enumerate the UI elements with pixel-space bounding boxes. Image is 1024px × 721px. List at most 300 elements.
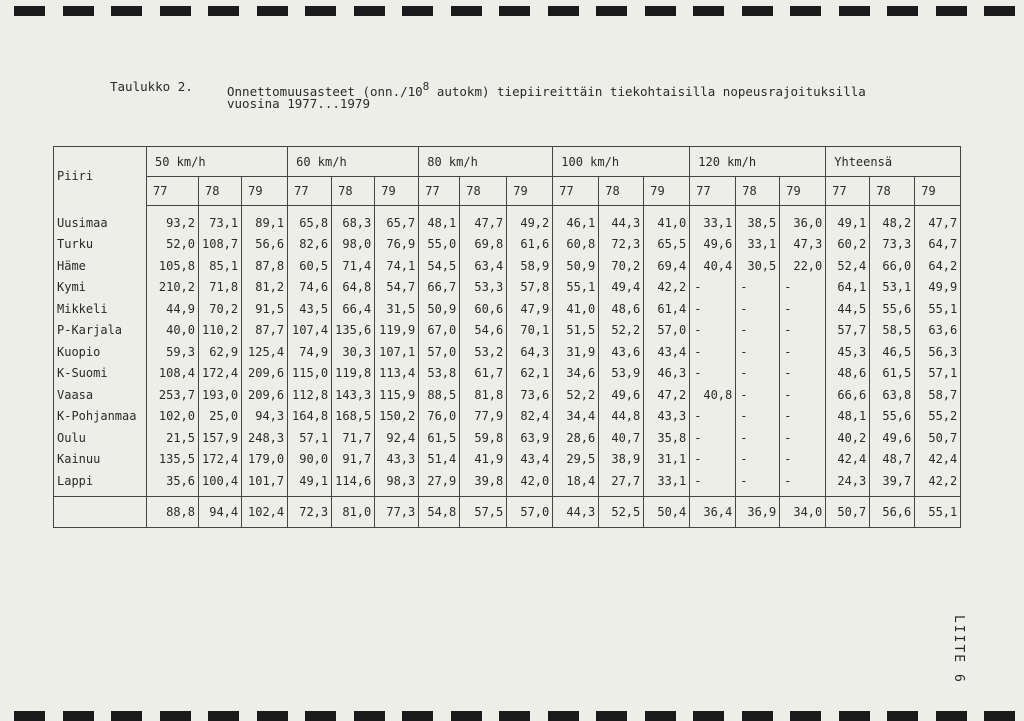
rate-cell: 46,5: [870, 341, 915, 363]
year-header: 79: [242, 177, 288, 206]
perforation-hole: [160, 6, 191, 16]
rate-cell: 47,7: [915, 206, 961, 234]
rate-cell: 48,6: [599, 298, 644, 320]
rate-cell: 28,6: [553, 427, 599, 449]
rate-cell: -: [736, 277, 780, 299]
rate-cell: 33,1: [690, 206, 736, 234]
rate-cell: 119,9: [375, 320, 419, 342]
total-cell: 72,3: [288, 496, 332, 527]
rate-cell: 114,6: [332, 470, 375, 496]
perforation-hole: [839, 711, 870, 721]
rate-cell: 34,6: [553, 363, 599, 385]
perforation-hole: [936, 6, 967, 16]
rate-cell: 125,4: [242, 341, 288, 363]
table-row: [54, 255, 961, 277]
year-header: 77: [553, 177, 599, 206]
table-body: [54, 206, 961, 528]
rate-cell: 193,0: [199, 384, 242, 406]
rate-cell: 81,8: [460, 384, 507, 406]
district-name: K-Suomi: [54, 363, 147, 385]
rate-cell: 64,8: [332, 277, 375, 299]
perforation-hole: [63, 6, 94, 16]
rate-cell: 76,9: [375, 234, 419, 256]
perforation-hole: [111, 711, 142, 721]
rate-cell: 31,5: [375, 298, 419, 320]
rate-cell: -: [690, 427, 736, 449]
rate-cell: 52,2: [599, 320, 644, 342]
speed-limit-header: 50 km/h: [147, 147, 288, 177]
perforation-hole: [548, 711, 579, 721]
rate-cell: 113,4: [375, 363, 419, 385]
perforation-hole: [305, 711, 336, 721]
rate-cell: 33,1: [736, 234, 780, 256]
rate-cell: 58,9: [507, 255, 553, 277]
year-header: 78: [199, 177, 242, 206]
rate-cell: 107,1: [375, 341, 419, 363]
rate-cell: 56,3: [915, 341, 961, 363]
rate-cell: 172,4: [199, 363, 242, 385]
table-row: [54, 206, 961, 234]
table-row: [54, 363, 961, 385]
rate-cell: 91,5: [242, 298, 288, 320]
perforation-hole: [693, 711, 724, 721]
rate-cell: 50,9: [419, 298, 460, 320]
district-name: P-Karjala: [54, 320, 147, 342]
rate-cell: 51,5: [553, 320, 599, 342]
rate-cell: 45,3: [826, 341, 870, 363]
total-cell: 88,8: [147, 496, 199, 527]
rate-cell: 65,7: [375, 206, 419, 234]
rate-cell: 100,4: [199, 470, 242, 496]
table-number: Taulukko 2.: [110, 79, 193, 94]
rate-cell: 55,2: [915, 406, 961, 428]
rate-cell: 112,8: [288, 384, 332, 406]
rate-cell: 55,6: [870, 298, 915, 320]
rate-cell: 44,9: [147, 298, 199, 320]
rate-cell: 38,9: [599, 449, 644, 471]
rate-cell: 81,2: [242, 277, 288, 299]
perforation-hole: [305, 6, 336, 16]
year-header: 79: [375, 177, 419, 206]
rate-cell: 42,4: [826, 449, 870, 471]
rate-cell: -: [690, 363, 736, 385]
rate-cell: 59,8: [460, 427, 507, 449]
rate-cell: 66,6: [826, 384, 870, 406]
rate-cell: 30,5: [736, 255, 780, 277]
rate-cell: 41,0: [553, 298, 599, 320]
accident-rate-table: [53, 146, 961, 528]
rate-cell: 64,1: [826, 277, 870, 299]
table-row: [54, 341, 961, 363]
rate-cell: 40,7: [599, 427, 644, 449]
rate-cell: 48,7: [870, 449, 915, 471]
rate-cell: 65,8: [288, 206, 332, 234]
district-name: Lappi: [54, 470, 147, 496]
rate-cell: -: [780, 320, 826, 342]
perforation-hole: [645, 711, 676, 721]
rate-cell: 63,8: [870, 384, 915, 406]
rate-cell: 70,1: [507, 320, 553, 342]
rate-cell: 55,6: [870, 406, 915, 428]
rate-cell: 41,0: [644, 206, 690, 234]
rate-cell: -: [736, 384, 780, 406]
rate-cell: 108,7: [199, 234, 242, 256]
rate-cell: 63,4: [460, 255, 507, 277]
speed-limit-header: 120 km/h: [690, 147, 826, 177]
rate-cell: -: [736, 298, 780, 320]
perforation-hole: [984, 711, 1015, 721]
rate-cell: 55,1: [915, 298, 961, 320]
year-header: 79: [507, 177, 553, 206]
year-header: 78: [460, 177, 507, 206]
rate-cell: 55,1: [553, 277, 599, 299]
rate-cell: 253,7: [147, 384, 199, 406]
perforation-hole: [14, 711, 45, 721]
table-row: [54, 277, 961, 299]
rate-cell: 73,1: [199, 206, 242, 234]
rate-cell: 71,7: [332, 427, 375, 449]
rate-cell: 94,3: [242, 406, 288, 428]
rate-cell: 50,9: [553, 255, 599, 277]
rate-cell: 47,2: [644, 384, 690, 406]
rate-cell: 70,2: [199, 298, 242, 320]
rate-cell: -: [690, 320, 736, 342]
total-cell: 36,9: [736, 496, 780, 527]
district-name: Vaasa: [54, 384, 147, 406]
perforation-hole: [208, 711, 239, 721]
rate-cell: 49,4: [599, 277, 644, 299]
rate-cell: 67,0: [419, 320, 460, 342]
rate-cell: 46,3: [644, 363, 690, 385]
rate-cell: 90,0: [288, 449, 332, 471]
rate-cell: -: [736, 320, 780, 342]
rate-cell: 60,6: [460, 298, 507, 320]
total-cell: 34,0: [780, 496, 826, 527]
rate-cell: 43,4: [507, 449, 553, 471]
perforation-hole: [936, 711, 967, 721]
total-cell: 57,0: [507, 496, 553, 527]
year-header-row: [54, 177, 961, 206]
rate-cell: 107,4: [288, 320, 332, 342]
year-header: 79: [915, 177, 961, 206]
perforation-hole: [887, 711, 918, 721]
perforation-hole: [63, 711, 94, 721]
rate-cell: -: [690, 298, 736, 320]
rate-cell: 29,5: [553, 449, 599, 471]
rate-cell: 61,6: [507, 234, 553, 256]
year-header: 78: [736, 177, 780, 206]
year-header: 79: [644, 177, 690, 206]
year-header: 77: [690, 177, 736, 206]
rate-cell: 53,2: [460, 341, 507, 363]
rate-cell: 54,7: [375, 277, 419, 299]
rate-cell: 157,9: [199, 427, 242, 449]
district-name: Uusimaa: [54, 206, 147, 234]
rate-cell: 92,4: [375, 427, 419, 449]
rate-cell: 115,9: [375, 384, 419, 406]
rate-cell: 27,7: [599, 470, 644, 496]
rate-cell: 110,2: [199, 320, 242, 342]
rate-cell: 91,7: [332, 449, 375, 471]
rate-cell: 60,2: [826, 234, 870, 256]
rate-cell: 108,4: [147, 363, 199, 385]
rate-cell: 69,4: [644, 255, 690, 277]
rate-cell: 60,5: [288, 255, 332, 277]
rate-cell: 61,4: [644, 298, 690, 320]
perforation-hole: [451, 711, 482, 721]
perforation-hole: [790, 711, 821, 721]
rate-cell: 40,2: [826, 427, 870, 449]
rate-cell: -: [736, 341, 780, 363]
perforation-hole: [111, 6, 142, 16]
rate-cell: 59,3: [147, 341, 199, 363]
rate-cell: 49,6: [870, 427, 915, 449]
table-row: [54, 384, 961, 406]
rate-cell: 63,6: [915, 320, 961, 342]
rate-cell: 74,1: [375, 255, 419, 277]
rate-cell: 62,9: [199, 341, 242, 363]
rate-cell: 38,5: [736, 206, 780, 234]
rate-cell: 44,8: [599, 406, 644, 428]
rate-cell: 31,1: [644, 449, 690, 471]
total-cell: 81,0: [332, 496, 375, 527]
rate-cell: 168,5: [332, 406, 375, 428]
rate-cell: 71,8: [199, 277, 242, 299]
rate-cell: 33,1: [644, 470, 690, 496]
rate-cell: 115,0: [288, 363, 332, 385]
rate-cell: 40,0: [147, 320, 199, 342]
rate-cell: 47,3: [780, 234, 826, 256]
rate-cell: 87,7: [242, 320, 288, 342]
rate-cell: 21,5: [147, 427, 199, 449]
speed-limit-header: 80 km/h: [419, 147, 553, 177]
rate-cell: 57,1: [915, 363, 961, 385]
rate-cell: 71,4: [332, 255, 375, 277]
rate-cell: 66,7: [419, 277, 460, 299]
rate-cell: -: [690, 406, 736, 428]
rate-cell: 88,5: [419, 384, 460, 406]
rate-cell: 43,4: [644, 341, 690, 363]
perforation-hole: [14, 6, 45, 16]
rate-cell: 50,7: [915, 427, 961, 449]
rate-cell: 93,2: [147, 206, 199, 234]
rate-cell: -: [690, 341, 736, 363]
rate-cell: 76,0: [419, 406, 460, 428]
rate-cell: -: [736, 406, 780, 428]
rate-cell: 102,0: [147, 406, 199, 428]
total-cell: 36,4: [690, 496, 736, 527]
rate-cell: 42,0: [507, 470, 553, 496]
total-cell: 54,8: [419, 496, 460, 527]
total-cell: 52,5: [599, 496, 644, 527]
rate-cell: 56,6: [242, 234, 288, 256]
total-cell: 57,5: [460, 496, 507, 527]
perforation-hole: [742, 6, 773, 16]
rate-cell: -: [780, 277, 826, 299]
perforation-hole: [887, 6, 918, 16]
speed-limit-header-row: [54, 147, 961, 177]
rate-cell: 24,3: [826, 470, 870, 496]
perforation-hole: [693, 6, 724, 16]
perforation-hole: [596, 711, 627, 721]
rate-cell: 54,5: [419, 255, 460, 277]
rate-cell: 48,2: [870, 206, 915, 234]
perforation-hole: [257, 6, 288, 16]
rate-cell: 43,3: [644, 406, 690, 428]
rate-cell: 18,4: [553, 470, 599, 496]
perforation-hole: [596, 6, 627, 16]
rate-cell: 57,0: [419, 341, 460, 363]
perforation-hole: [402, 6, 433, 16]
rate-cell: 61,7: [460, 363, 507, 385]
district-name: Kainuu: [54, 449, 147, 471]
rate-cell: 98,0: [332, 234, 375, 256]
rate-cell: 60,8: [553, 234, 599, 256]
rate-cell: 209,6: [242, 384, 288, 406]
rate-cell: 52,2: [553, 384, 599, 406]
rate-cell: 41,9: [460, 449, 507, 471]
perforation-hole: [402, 711, 433, 721]
rate-cell: 53,3: [460, 277, 507, 299]
rate-cell: 64,2: [915, 255, 961, 277]
perforation-hole: [645, 6, 676, 16]
perforation-hole: [354, 711, 385, 721]
total-cell: 44,3: [553, 496, 599, 527]
caption-line-2: vuosina 1977...1979: [227, 96, 370, 111]
year-header: 77: [147, 177, 199, 206]
speed-limit-header: 100 km/h: [553, 147, 690, 177]
rate-cell: 209,6: [242, 363, 288, 385]
rate-cell: 42,2: [915, 470, 961, 496]
rate-cell: -: [736, 449, 780, 471]
year-header: 78: [870, 177, 915, 206]
rate-cell: 35,6: [147, 470, 199, 496]
rate-cell: 49,1: [288, 470, 332, 496]
rate-cell: -: [780, 427, 826, 449]
rate-cell: 57,8: [507, 277, 553, 299]
rate-cell: -: [780, 298, 826, 320]
rate-cell: 35,8: [644, 427, 690, 449]
table-row: [54, 449, 961, 471]
rate-cell: 25,0: [199, 406, 242, 428]
rate-cell: 70,2: [599, 255, 644, 277]
district-name: Häme: [54, 255, 147, 277]
total-cell: 50,7: [826, 496, 870, 527]
rate-cell: 64,3: [507, 341, 553, 363]
rate-cell: -: [780, 384, 826, 406]
perforation-hole: [451, 6, 482, 16]
rate-cell: 49,6: [599, 384, 644, 406]
year-header: 78: [599, 177, 644, 206]
rate-cell: 58,5: [870, 320, 915, 342]
rate-cell: 44,5: [826, 298, 870, 320]
rate-cell: 52,0: [147, 234, 199, 256]
rate-cell: 22,0: [780, 255, 826, 277]
year-header: 77: [419, 177, 460, 206]
caption-line-1: Onnettomuusasteet ($onn./10^8$ autokm) tiepiireittäin tiekohtaisilla nopeusrajoituksilla: [227, 80, 866, 99]
rate-cell: 52,4: [826, 255, 870, 277]
rate-cell: 39,8: [460, 470, 507, 496]
year-header: 77: [288, 177, 332, 206]
rate-cell: 42,4: [915, 449, 961, 471]
perforation-top: [0, 0, 1024, 18]
rate-cell: 82,4: [507, 406, 553, 428]
table-row: [54, 470, 961, 496]
district-name: Mikkeli: [54, 298, 147, 320]
total-cell: 77,3: [375, 496, 419, 527]
total-cell: 55,1: [915, 496, 961, 527]
perforation-hole: [984, 6, 1015, 16]
rate-cell: -: [736, 363, 780, 385]
rate-cell: 179,0: [242, 449, 288, 471]
perforation-hole: [208, 6, 239, 16]
rate-cell: 210,2: [147, 277, 199, 299]
rate-cell: 48,1: [419, 206, 460, 234]
rate-cell: 64,7: [915, 234, 961, 256]
rate-cell: 53,9: [599, 363, 644, 385]
rate-cell: 72,3: [599, 234, 644, 256]
rate-cell: 51,4: [419, 449, 460, 471]
speed-limit-header: 60 km/h: [288, 147, 419, 177]
rate-cell: 68,3: [332, 206, 375, 234]
rate-cell: 40,4: [690, 255, 736, 277]
year-header: 79: [780, 177, 826, 206]
rate-cell: 87,8: [242, 255, 288, 277]
rate-cell: -: [780, 341, 826, 363]
rate-cell: 73,6: [507, 384, 553, 406]
district-name: Kymi: [54, 277, 147, 299]
rate-cell: -: [690, 277, 736, 299]
rate-cell: 66,0: [870, 255, 915, 277]
rate-cell: 172,4: [199, 449, 242, 471]
rate-cell: 61,5: [870, 363, 915, 385]
rate-cell: -: [780, 449, 826, 471]
rate-cell: 57,7: [826, 320, 870, 342]
perforation-hole: [790, 6, 821, 16]
rate-cell: 44,3: [599, 206, 644, 234]
table-row: [54, 406, 961, 428]
rate-cell: 57,0: [644, 320, 690, 342]
totals-label-cell: [54, 496, 147, 527]
total-cell: 56,6: [870, 496, 915, 527]
rate-cell: 43,3: [375, 449, 419, 471]
row-header-piiri: Piiri: [54, 147, 147, 206]
rate-cell: -: [690, 449, 736, 471]
rate-cell: 53,1: [870, 277, 915, 299]
rate-cell: 77,9: [460, 406, 507, 428]
rate-cell: 69,8: [460, 234, 507, 256]
rate-cell: 57,1: [288, 427, 332, 449]
perforation-hole: [548, 6, 579, 16]
rate-cell: -: [780, 363, 826, 385]
rate-cell: 30,3: [332, 341, 375, 363]
perforation-hole: [354, 6, 385, 16]
rate-cell: 164,8: [288, 406, 332, 428]
rate-cell: 89,1: [242, 206, 288, 234]
perforation-hole: [499, 711, 530, 721]
perforation-hole: [257, 711, 288, 721]
rate-cell: 55,0: [419, 234, 460, 256]
rate-cell: 150,2: [375, 406, 419, 428]
rate-cell: 58,7: [915, 384, 961, 406]
rate-cell: -: [780, 406, 826, 428]
table-row: [54, 427, 961, 449]
rate-cell: -: [780, 470, 826, 496]
rate-cell: -: [736, 427, 780, 449]
rate-cell: 63,9: [507, 427, 553, 449]
rate-cell: 101,7: [242, 470, 288, 496]
total-cell: 94,4: [199, 496, 242, 527]
